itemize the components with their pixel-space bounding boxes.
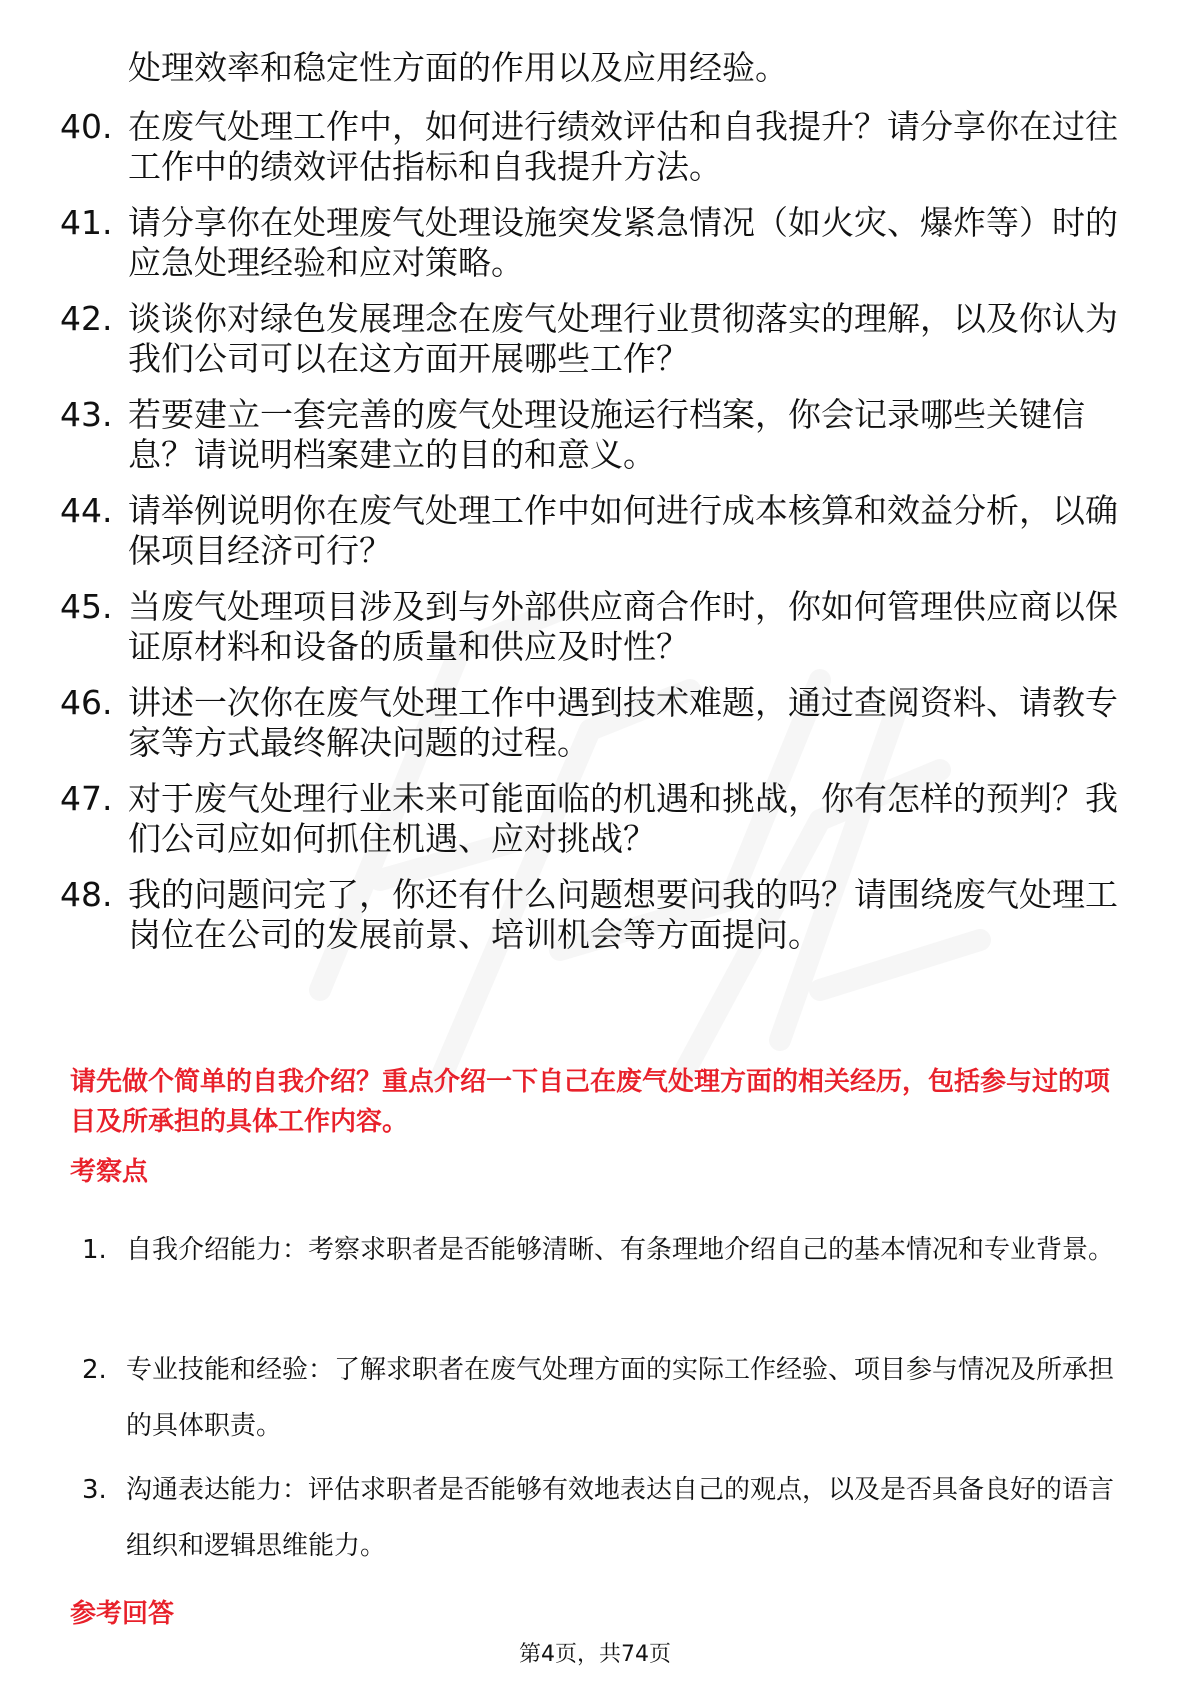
key-point-number: 1.: [82, 1235, 107, 1265]
question-text: 对于废气处理行业未来可能面临的机遇和挑战，你有怎样的预判？我们公司应如何抓住机遇、应对挑战？: [128, 779, 1118, 858]
key-point-text: 沟通表达能力：评估求职者是否能够有效地表达自己的观点，以及是否具备良好的语言组织和逻辑思维能力。: [126, 1475, 1115, 1561]
question-number: 40.: [60, 107, 113, 146]
question-text: 当废气处理项目涉及到与外部供应商合作时，你如何管理供应商以保证原材料和设备的质量和供应及时性？: [128, 587, 1118, 666]
key-point-text: 专业技能和经验：了解求职者在废气处理方面的实际工作经验、项目参与情况及所承担的具体职责。: [126, 1355, 1115, 1441]
question-number: 42.: [60, 299, 113, 338]
question-text: 我的问题问完了，你还有什么问题想要问我的吗？请围绕废气处理工岗位在公司的发展前景、培训机会等方面提问。: [128, 875, 1118, 954]
key-point-number: 3.: [82, 1475, 107, 1505]
question-number: 48.: [60, 875, 113, 914]
question-number: 44.: [60, 491, 113, 530]
question-number: 45.: [60, 587, 113, 626]
question-text: 请分享你在处理废气处理设施突发紧急情况（如火灾、爆炸等）时的应急处理经验和应对策略。: [128, 203, 1118, 282]
question-number: 41.: [60, 203, 113, 242]
question-text: 讲述一次你在废气处理工作中遇到技术难题，通过查阅资料、请教专家等方式最终解决问题的过程。: [128, 683, 1118, 762]
question-number: 46.: [60, 683, 113, 722]
reference-answer-heading: 参考回答: [70, 1599, 175, 1629]
key-point-text: 自我介绍能力：考察求职者是否能够清晰、有条理地介绍自己的基本情况和专业背景。: [126, 1235, 1115, 1265]
question-text: 谈谈你对绿色发展理念在废气处理行业贯彻落实的理解，以及你认为我们公司可以在这方面开展哪些工作？: [128, 299, 1118, 378]
question-continuation-line: 处理效率和稳定性方面的作用以及应用经验。: [128, 48, 788, 87]
question-text: 在废气处理工作中，如何进行绩效评估和自我提升？请分享你在过往工作中的绩效评估指标和自我提升方法。: [128, 107, 1118, 186]
question-number: 47.: [60, 779, 113, 818]
highlight-question: 请先做个简单的自我介绍？重点介绍一下自己在废气处理方面的相关经历，包括参与过的项目及所承担的具体工作内容。: [70, 1067, 1111, 1137]
key-points-heading: 考察点: [70, 1157, 149, 1187]
key-point-number: 2.: [82, 1355, 107, 1385]
question-number: 43.: [60, 395, 113, 434]
question-text: 请举例说明你在废气处理工作中如何进行成本核算和效益分析，以确保项目经济可行？: [128, 491, 1118, 570]
page-number-footer: 第4页，共74页: [519, 1642, 671, 1667]
question-text: 若要建立一套完善的废气处理设施运行档案，你会记录哪些关键信息？请说明档案建立的目的和意义。: [128, 395, 1085, 474]
